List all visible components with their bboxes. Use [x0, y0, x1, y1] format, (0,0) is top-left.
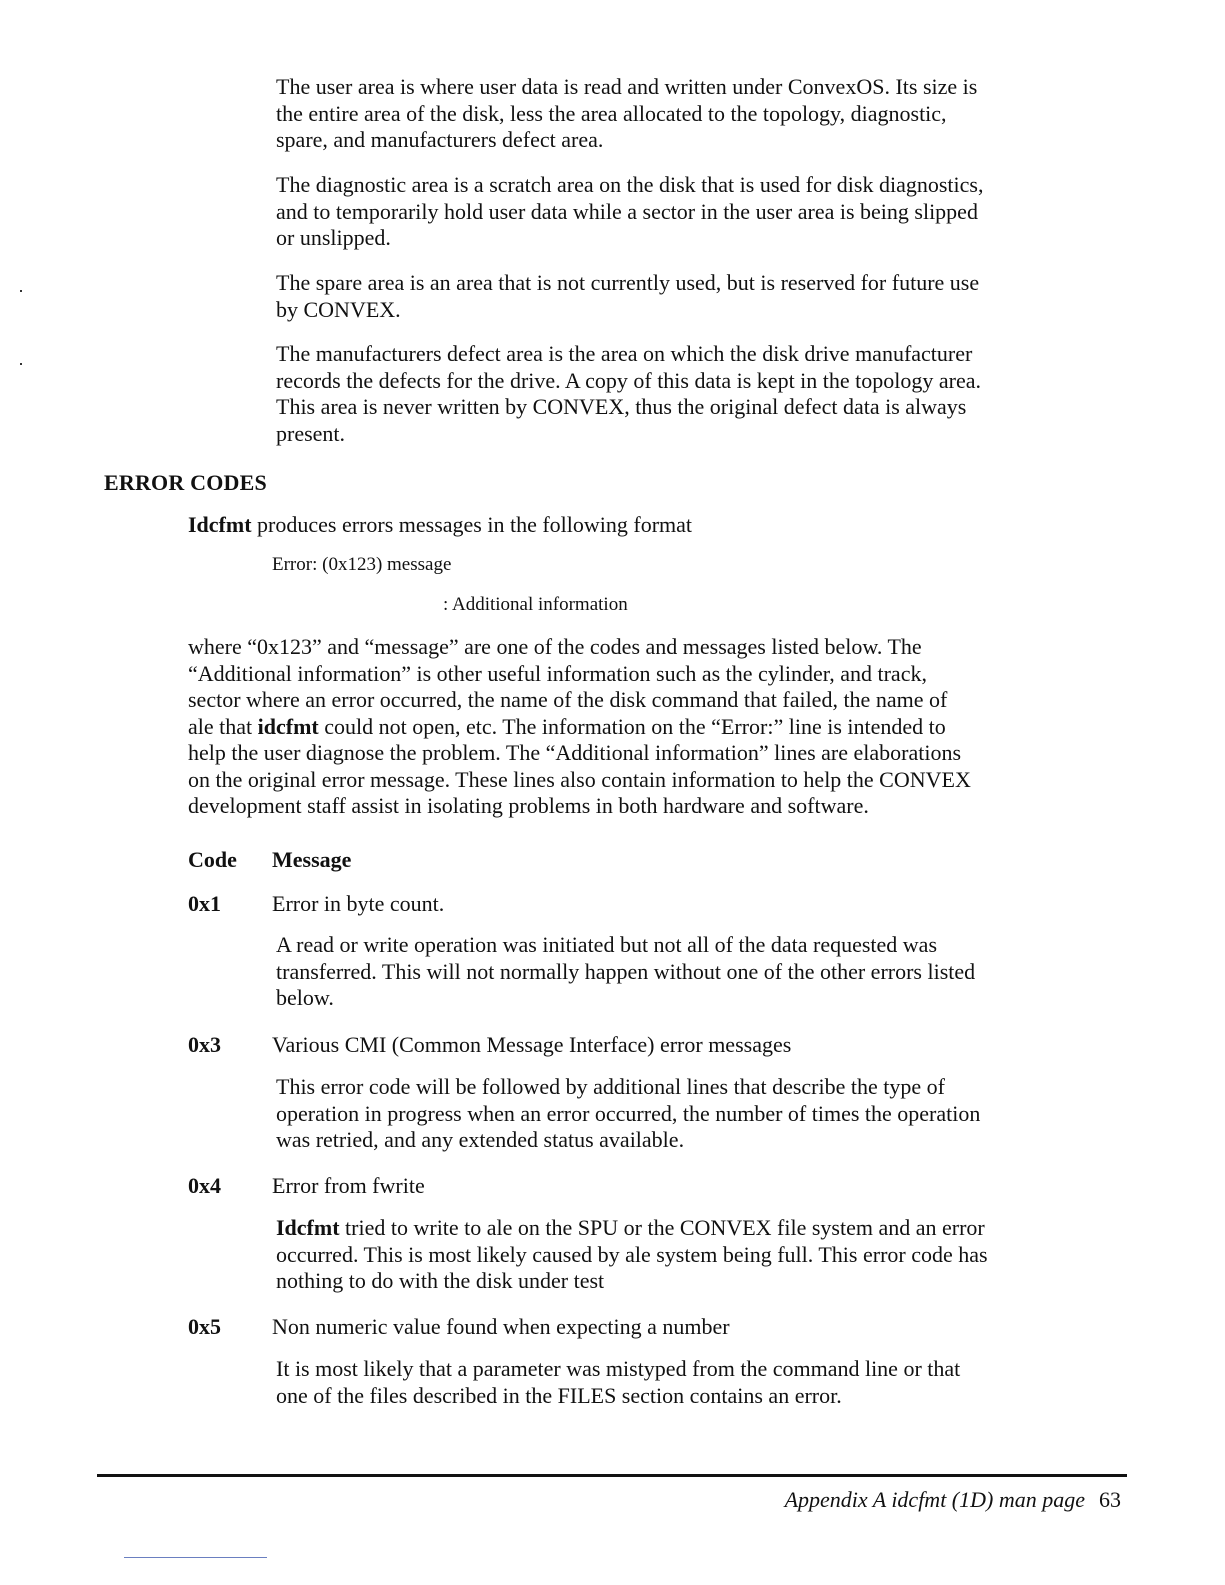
text-segment: could not open, etc. The information on the “Error:” line is intended to	[318, 713, 946, 739]
paragraph-explanation	[188, 634, 971, 820]
error-message: Non numeric value found when expecting a number	[272, 1314, 730, 1339]
text-segment: ale that	[188, 713, 258, 739]
paragraph-spare-area	[276, 270, 1126, 323]
paragraph-user-area	[276, 74, 1126, 154]
error-description	[276, 1074, 1126, 1154]
text-line: sector where an error occurred, the name of the disk command that failed, the name of	[188, 687, 948, 712]
error-code: 0x5	[188, 1314, 221, 1339]
text-line: operation in progress when an error occurred, the number of times the operation	[276, 1100, 981, 1126]
text-line: “Additional information” is other useful information such as the cylinder, and track,	[188, 660, 927, 686]
text-line: and to temporarily hold user data while a sector in the user area is being slipped	[276, 198, 978, 224]
error-description	[276, 932, 1126, 1012]
text-line: one of the files described in the FILES section contains an error.	[276, 1382, 842, 1408]
text-line: occurred. This is most likely caused by ale system being full. This error code has	[276, 1241, 988, 1267]
text-line: below.	[276, 985, 334, 1010]
text-line: on the original error message. These lines also contain information to help the CONVEX	[188, 766, 971, 792]
format-example-line1: Error: (0x123) message	[272, 554, 452, 575]
error-description	[276, 1356, 1126, 1409]
section-heading: ERROR CODES	[104, 470, 267, 495]
text-line: The spare area is an area that is not currently used, but is reserved for future use	[276, 270, 980, 295]
text-line: records the defects for the drive. A copy of this data is kept in the topology area.	[276, 367, 982, 393]
text-line: A read or write operation was initiated but not all of the data requested was	[276, 932, 938, 957]
error-code: 0x4	[188, 1173, 221, 1198]
text-line: was retried, and any extended status available.	[276, 1127, 685, 1152]
text-line: by CONVEX.	[276, 296, 401, 322]
message-column-header: Message	[272, 847, 352, 872]
text-line: The diagnostic area is a scratch area on the disk that is used for disk diagnostics,	[276, 172, 984, 197]
paragraph-defect-area	[276, 341, 1126, 447]
text-line: The user area is where user data is read and written under ConvexOS. Its size is	[276, 74, 978, 99]
command-name: Idcfmt	[276, 1215, 340, 1240]
scan-edge-line	[124, 1557, 267, 1558]
command-name: idcfmt	[257, 713, 319, 739]
footer-title: Appendix A idcfmt (1D) man page	[784, 1487, 1085, 1512]
footer-rule	[97, 1474, 1127, 1477]
error-message: Error in byte count.	[272, 891, 445, 916]
page-number: 63	[1099, 1487, 1121, 1512]
code-column-header: Code	[188, 847, 237, 872]
text-line: spare, and manufacturers defect area.	[276, 127, 604, 152]
page-footer	[785, 1487, 1121, 1513]
paragraph-diagnostic-area	[276, 172, 1126, 252]
error-code: 0x3	[188, 1032, 221, 1057]
format-intro	[188, 512, 692, 538]
error-message: Various CMI (Common Message Interface) error messages	[272, 1032, 792, 1057]
text-line: the entire area of the disk, less the area allocated to the topology, diagnostic,	[276, 100, 947, 126]
scan-speck	[20, 290, 22, 292]
text-line: nothing to do with the disk under test	[276, 1268, 605, 1293]
text-line: help the user diagnose the problem. The “Additional information” lines are elaborations	[188, 740, 962, 765]
text-segment: tried to write to ale on the SPU or the CONVEX file system and an error	[339, 1215, 985, 1240]
text-line: development staff assist in isolating problems in both hardware and software.	[188, 793, 869, 818]
text-line: present.	[276, 420, 346, 446]
text-line: where “0x123” and “message” are one of the codes and messages listed below. The	[188, 634, 922, 659]
format-example-line2: : Additional information	[443, 594, 628, 615]
error-code: 0x1	[188, 891, 221, 916]
text-line: or unslipped.	[276, 225, 391, 250]
text-line: transferred. This will not normally happen without one of the other errors listed	[276, 958, 976, 984]
text-line: The manufacturers defect area is the area on which the disk drive manufacturer	[276, 341, 973, 366]
format-intro-text: produces errors messages in the following format	[251, 512, 693, 537]
text-line	[188, 714, 971, 741]
text-line: This error code will be followed by additional lines that describe the type of	[276, 1074, 945, 1099]
text-line	[276, 1215, 1126, 1242]
error-message: Error from fwrite	[272, 1173, 425, 1198]
scan-speck	[20, 363, 22, 365]
error-description	[276, 1215, 1126, 1295]
text-line: This area is never written by CONVEX, thus the original defect data is always	[276, 394, 967, 419]
command-name: Idcfmt	[188, 512, 252, 537]
text-line: It is most likely that a parameter was mistyped from the command line or that	[276, 1356, 961, 1381]
